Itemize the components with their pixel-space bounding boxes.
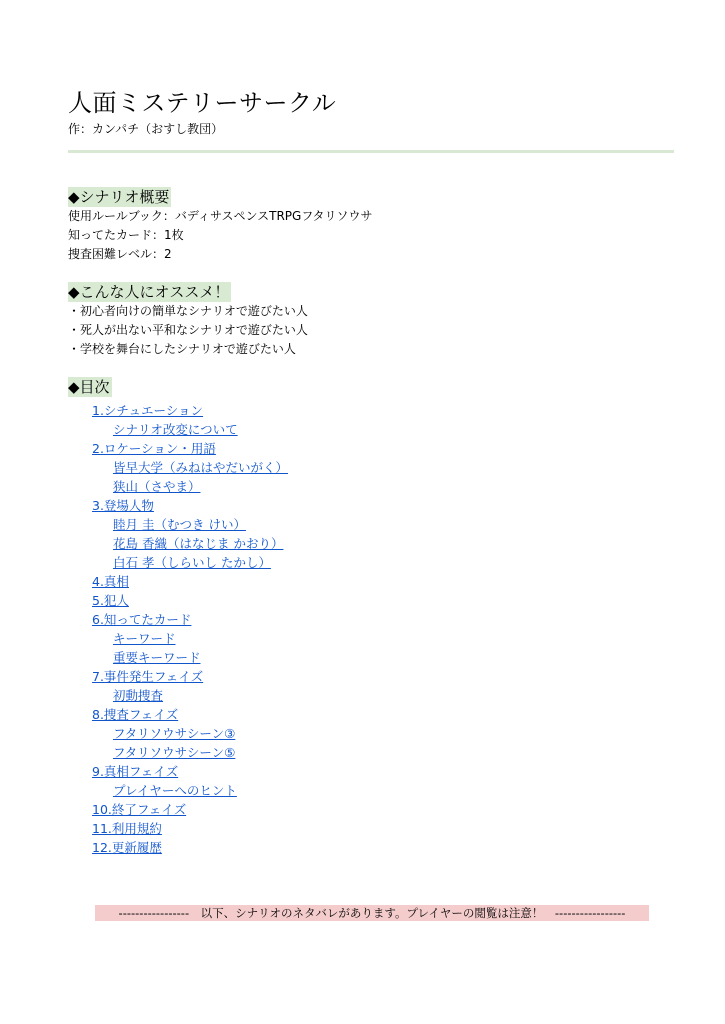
recommend-item: ・初心者向けの簡単なシナリオで遊びたい人 xyxy=(68,304,308,318)
toc-link-truth[interactable]: 4.真相 xyxy=(92,574,129,589)
recommend-item: ・学校を舞台にしたシナリオで遊びたい人 xyxy=(68,342,296,356)
overview-rulebook: 使用ルールブック：バディサスペンスTRPGフタリソウサ xyxy=(68,209,373,223)
toc-link-ending-phase[interactable]: 10.終了フェイズ xyxy=(92,802,187,817)
toc-link-scenario-modification[interactable]: シナリオ改変について xyxy=(113,422,238,437)
overview-section xyxy=(68,187,674,264)
overview-heading: ◆シナリオ概要 xyxy=(68,188,170,206)
toc-link-truth-phase[interactable]: 9.真相フェイズ xyxy=(92,764,179,779)
toc-link-location-terms[interactable]: 2.ロケーション・用語 xyxy=(92,441,216,456)
toc-link-investigation-phase[interactable]: 8.捜査フェイズ xyxy=(92,707,179,722)
recommend-item: ・死人が出ない平和なシナリオで遊びたい人 xyxy=(68,323,308,337)
toc-link-scene-5[interactable]: フタリソウサシーン⑤ xyxy=(113,745,236,760)
toc-link-situation[interactable]: 1.シチュエーション xyxy=(92,403,204,418)
overview-difficulty: 捜査困難レベル：2 xyxy=(68,247,172,261)
document-page xyxy=(68,88,674,857)
toc-link-mutsuki-kei[interactable]: 睦月 圭（むつき けい） xyxy=(113,517,246,532)
author-line: 作：カンパチ（おすし教団） xyxy=(68,122,224,136)
toc-link-sayama[interactable]: 狭山（さやま） xyxy=(113,479,201,494)
toc-link-player-hints[interactable]: プレイヤーへのヒント xyxy=(113,783,237,798)
toc-section xyxy=(68,377,674,857)
toc-link-initial-investigation[interactable]: 初動捜査 xyxy=(113,688,164,703)
recommend-heading: ◆こんな人にオススメ！ xyxy=(68,283,230,301)
toc-link-important-keywords[interactable]: 重要キーワード xyxy=(113,650,201,665)
toc-link-culprit[interactable]: 5.犯人 xyxy=(92,593,129,608)
toc-link-scene-3[interactable]: フタリソウサシーン③ xyxy=(113,726,236,741)
toc-link-hanajima-kaori[interactable]: 花島 香織（はなじま かおり） xyxy=(113,536,284,551)
overview-known-cards: 知ってたカード：1枚 xyxy=(68,228,184,242)
toc-list xyxy=(68,401,674,857)
toc-link-keywords[interactable]: キーワード xyxy=(113,631,176,646)
toc-link-terms-of-use[interactable]: 11.利用規約 xyxy=(92,821,162,836)
toc-link-known-card[interactable]: 6.知ってたカード xyxy=(92,612,192,627)
toc-link-shiraishi-takashi[interactable]: 白石 孝（しらいし たかし） xyxy=(113,555,271,570)
document-title: 人面ミステリーサークル xyxy=(68,89,337,117)
toc-link-incident-phase[interactable]: 7.事件発生フェイズ xyxy=(92,669,204,684)
toc-heading: ◆目次 xyxy=(68,378,110,396)
spoiler-warning: ----------------- 以下、シナリオのネタバレがあります。プレイヤーの閲覧は注意！ ----------------- xyxy=(95,905,649,921)
toc-link-characters[interactable]: 3.登場人物 xyxy=(92,498,154,513)
toc-link-update-history[interactable]: 12.更新履歴 xyxy=(92,840,162,855)
toc-link-minehaya-university[interactable]: 皆早大学（みねはやだいがく） xyxy=(113,460,289,475)
title-divider xyxy=(68,150,674,153)
recommend-section xyxy=(68,282,674,359)
